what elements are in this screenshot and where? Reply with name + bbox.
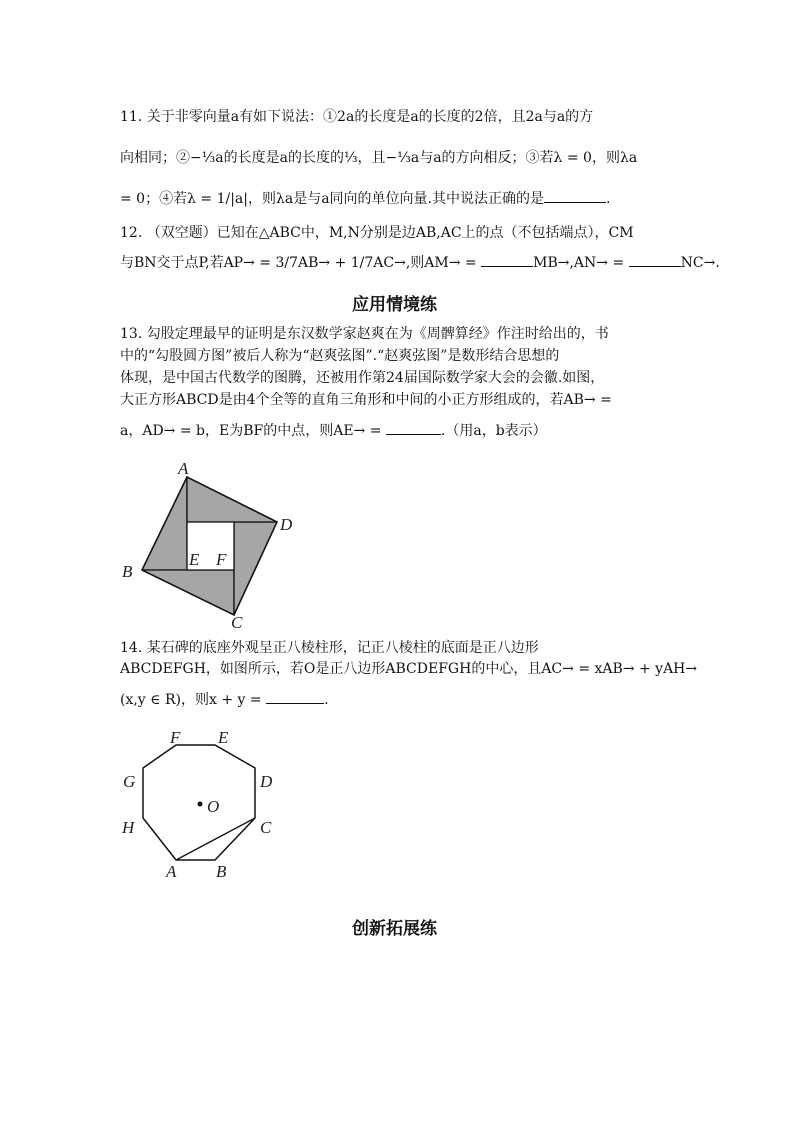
label-d: D xyxy=(280,515,293,534)
label-c: C xyxy=(231,613,243,632)
q11-answer-blank xyxy=(544,202,606,203)
label-h: H xyxy=(122,818,135,837)
label-f: F xyxy=(170,728,181,747)
label-b: B xyxy=(122,562,133,581)
q12-line2 xyxy=(120,253,720,273)
q12-line1: 12. （双空题）已知在△ABC中，M,N分别是边AB,AC上的点（不包括端点），CM xyxy=(120,225,634,241)
label-b: B xyxy=(216,862,227,881)
q13-line5-a: a，AD→ = b，E为BF的中点，则AE→ = xyxy=(120,423,382,439)
label-c: C xyxy=(260,818,272,837)
label-f: F xyxy=(216,550,227,569)
q14-line3 xyxy=(120,690,329,710)
diagonal-ac xyxy=(176,818,255,860)
q14-line3-b: . xyxy=(324,692,329,708)
octagon-diagram xyxy=(115,722,290,882)
q11-line3-text: = 0；④若λ = 1/|a|，则λa是与a同向的单位向量.其中说法正确的是 xyxy=(120,191,545,207)
q14-line1: 14. 某石碑的底座外观呈正八棱柱形，记正八棱柱的底面是正八边形 xyxy=(120,640,539,656)
q13-line5-b: .（用a，b表示） xyxy=(440,423,547,439)
q13-answer-blank xyxy=(386,434,441,435)
q12-line2-b: MB→,AN→ = xyxy=(533,255,625,271)
q13-line1: 13. 勾股定理最早的证明是东汉数学家赵爽在为《周髀算经》作注时给出的，书 xyxy=(120,326,609,342)
q12-line2-a: 与BN交于点P,若AP→ = 3/7AB→ + 1/7AC→,则AM→ = xyxy=(120,255,477,271)
label-o: O xyxy=(207,797,220,816)
q12-blank-2 xyxy=(629,266,681,267)
q13-line2: 中的“勾股圆方图”被后人称为“赵爽弦图”.“赵爽弦图”是数形结合思想的 xyxy=(120,348,560,364)
q12-blank-1 xyxy=(481,266,533,267)
label-g: G xyxy=(123,772,136,791)
q12-line2-c: NC→. xyxy=(680,255,720,271)
label-e: E xyxy=(189,550,200,569)
zhao-shuang-diagram xyxy=(118,455,308,635)
q11-line3 xyxy=(120,189,610,209)
q13-line4: 大正方形ABCD是由4个全等的直角三角形和中间的小正方形组成的，若AB→ = xyxy=(120,392,612,408)
q11-line2: 向相同；②−⅓a的长度是a的长度的⅓，且−⅓a与a的方向相反；③若λ = 0，则λa xyxy=(120,150,638,166)
section-heading-innovation: 创新拓展练 xyxy=(352,919,437,939)
q11-line1: 11. 关于非零向量a有如下说法：①2a的长度是a的长度的2倍，且2a与a的方 xyxy=(120,109,594,125)
q14-line3-a: (x,y ∈ R)，则x + y = xyxy=(120,692,262,708)
center-point-o xyxy=(198,802,203,807)
label-a: A xyxy=(178,459,189,478)
q14-answer-blank xyxy=(266,703,324,704)
label-e: E xyxy=(218,728,229,747)
q11-end: . xyxy=(606,191,611,207)
q13-line5 xyxy=(120,421,547,441)
q13-line3: 体现，是中国古代数学的图腾，还被用作第24届国际数学家大会的会徽.如图， xyxy=(120,370,605,386)
q14-line2: ABCDEFGH，如图所示，若O是正八边形ABCDEFGH的中心，且AC→ = xAB→ + yAH→ xyxy=(120,661,698,677)
section-heading-applied: 应用情境练 xyxy=(352,295,437,315)
label-d: D xyxy=(260,772,273,791)
label-a: A xyxy=(166,862,177,881)
